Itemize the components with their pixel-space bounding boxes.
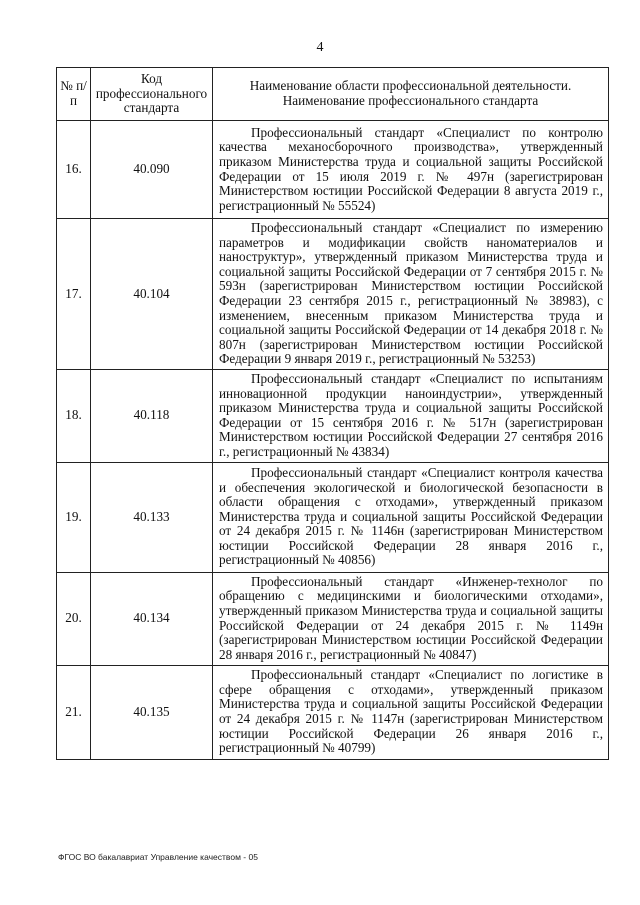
page-number: 4	[316, 40, 324, 55]
row-code: 40.090	[91, 121, 213, 219]
table-row	[57, 219, 609, 370]
row-number: 18.	[57, 369, 91, 462]
header-code: Код профессионального стандарта	[91, 68, 213, 121]
table-row	[57, 462, 609, 572]
row-code: 40.135	[91, 665, 213, 759]
row-code: 40.134	[91, 572, 213, 665]
row-description: Профессиональный стандарт «Специалист контроля качества и обеспечения экологической и биологической безопасности в области обращения с отходами», утвержденный приказом Министерства труда и социальной защиты Российской Федерации от 24 декабря 2015 г. № 1146н (зарегистрирован Министерством юстиции Российской Федерации 28 января 2016 г., регистрационный № 40856)	[213, 462, 609, 572]
row-number: 16.	[57, 121, 91, 219]
footer-note: ФГОС ВО бакалавриат Управление качеством - 05	[58, 852, 258, 862]
row-number: 19.	[57, 462, 91, 572]
row-code: 40.133	[91, 462, 213, 572]
row-code: 40.118	[91, 369, 213, 462]
table-header-row	[57, 68, 609, 121]
row-number: 17.	[57, 219, 91, 370]
row-number: 20.	[57, 572, 91, 665]
row-code: 40.104	[91, 219, 213, 370]
row-description: Профессиональный стандарт «Специалист по испытаниям инновационной продукции наноиндустрии», утвержденный приказом Министерства труда и социальной защиты Российской Федерации от 15 сентября 2016 г. № 517н (зарегистрирован Министерством юстиции Российской Федерации 27 сентября 2016 г., регистрационный № 43834)	[213, 369, 609, 462]
table-row	[57, 121, 609, 219]
table-row	[57, 665, 609, 759]
table-row	[57, 572, 609, 665]
row-number: 21.	[57, 665, 91, 759]
row-description: Профессиональный стандарт «Специалист по логистике в сфере обращения с отходами», утвержденный приказом Министерства труда и социальной защиты Российской Федерации от 24 декабря 2015 г. № 1147н (зарегистрирован Министерством юстиции Российской Федерации 26 января 2016 г., регистрационный № 40799)	[213, 665, 609, 759]
standards-table	[56, 67, 609, 760]
header-number: № п/п	[57, 68, 91, 121]
row-description: Профессиональный стандарт «Специалист по измерению параметров и модификации свойств наноматериалов и наноструктур», утвержденный приказом Министерства труда и социальной защиты Российской Федерации от 7 сентября 2015 г. № 593н (зарегистрирован Министерством юстиции Российской Федерации 23 сентября 2015 г., регистрационный № 38983), с изменением, внесенным приказом Министерства труда и социальной защиты Российской Федерации от 14 декабря 2018 г. № 807н (зарегистрирован Министерством юстиции Российской Федерации 9 января 2019 г., регистрационный № 53253)	[213, 219, 609, 370]
row-description: Профессиональный стандарт «Инженер-технолог по обращению с медицинскими и биологическими отходами», утвержденный приказом Министерства труда и социальной защиты Российской Федерации от 24 декабря 2015 г. № 1149н (зарегистрирован Министерством юстиции Российской Федерации 28 января 2016 г., регистрационный № 40847)	[213, 572, 609, 665]
row-description: Профессиональный стандарт «Специалист по контролю качества механосборочного производства», утвержденный приказом Министерства труда и социальной защиты Российской Федерации от 15 июля 2019 г. № 497н (зарегистрирован Министерством юстиции Российской Федерации 8 августа 2019 г., регистрационный № 55524)	[213, 121, 609, 219]
header-name: Наименование области профессиональной деятельности. Наименование профессионального стандарта	[213, 68, 609, 121]
table-row	[57, 369, 609, 462]
